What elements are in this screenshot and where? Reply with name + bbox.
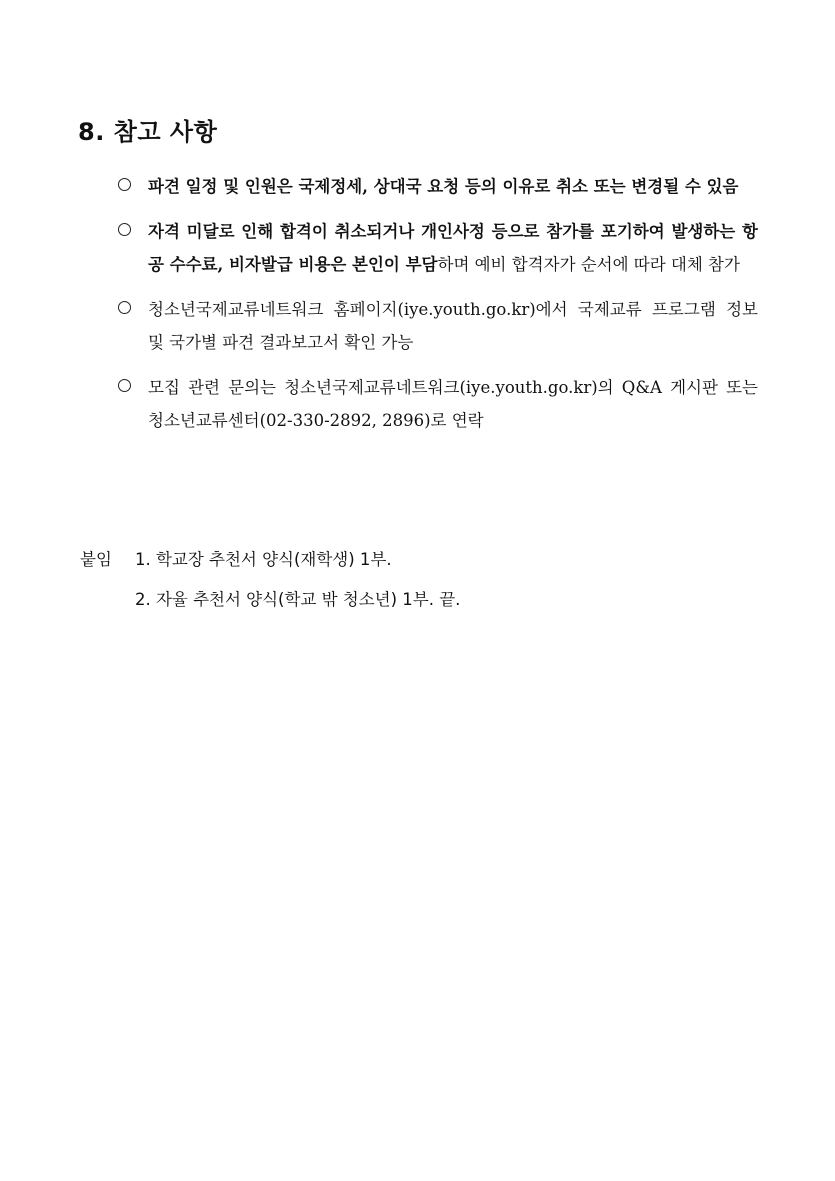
note-bold-text: 파견 일정 및 인원은 국제정세, 상대국 요청 등의 이유로 취소 또는 변경될 수 있음 xyxy=(148,177,739,196)
attachment-item-2: 2. 자율 추천서 양식(학교 밖 청소년) 1부. 끝. xyxy=(135,590,461,609)
circle-bullet-icon xyxy=(118,301,131,314)
attachment-line-2 xyxy=(80,580,460,620)
note-text: 모집 관련 문의는 청소년국제교류네트워크(iye.youth.go.kr)의 Q&A 게시판 또는 청소년교류센터(02-330-2892, 2896)로 연락 xyxy=(148,378,758,430)
attachments xyxy=(80,540,460,620)
list-item xyxy=(118,293,758,359)
attachment-item-1: 1. 학교장 추천서 양식(재학생) 1부. xyxy=(135,550,392,569)
list-item xyxy=(118,215,758,281)
attachment-line-1 xyxy=(80,540,460,580)
section-title: 8. 참고 사항 xyxy=(78,118,218,146)
notes-list xyxy=(118,170,758,449)
circle-bullet-icon xyxy=(118,223,131,236)
note-text: 청소년국제교류네트워크 홈페이지(iye.youth.go.kr)에서 국제교류 프로그램 정보 및 국가별 파견 결과보고서 확인 가능 xyxy=(148,300,758,352)
attachment-label: 붙임 xyxy=(80,550,112,569)
circle-bullet-icon xyxy=(118,379,131,392)
list-item xyxy=(118,170,758,203)
note-text: 하며 예비 합격자가 순서에 따라 대체 참가 xyxy=(437,255,740,274)
list-item xyxy=(118,371,758,437)
circle-bullet-icon xyxy=(118,178,131,191)
note-bold-text: 자격 미달로 인해 합격이 취소되거나 개인사정 등으로 참가를 포기하여 발생하는 항공 수수료, 비자발급 비용은 본인이 부담 xyxy=(148,222,758,274)
